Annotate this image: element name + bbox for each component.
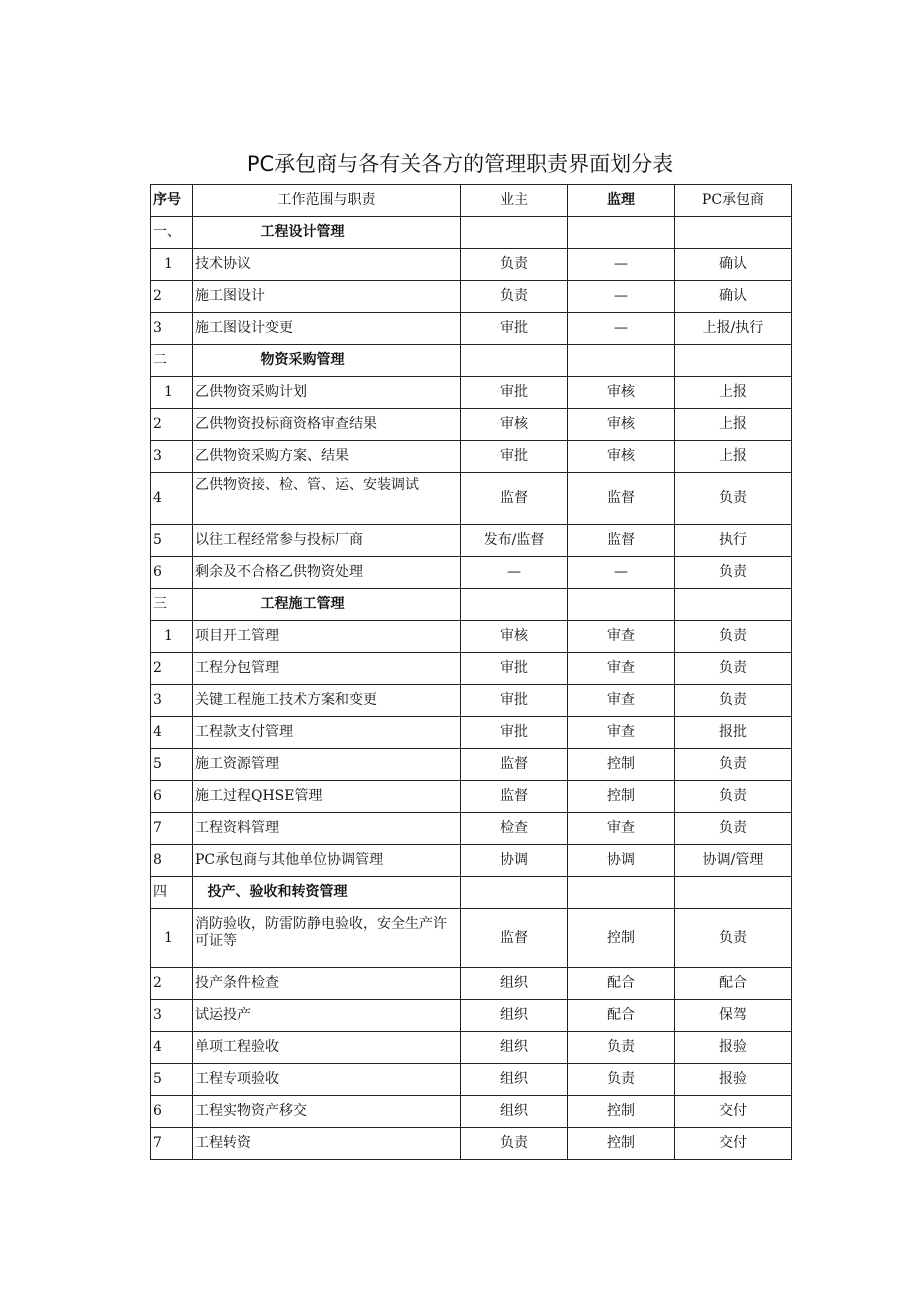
header-pc: PC承包商 — [675, 185, 792, 217]
section-num: 二 — [151, 345, 193, 377]
row-owner: 审批 — [461, 653, 568, 685]
table-row — [151, 717, 792, 749]
row-pc: 报验 — [675, 1032, 792, 1064]
row-owner: 协调 — [461, 845, 568, 877]
header-owner: 业主 — [461, 185, 568, 217]
row-scope: 以往工程经常参与投标厂商 — [193, 525, 461, 557]
row-owner: 审批 — [461, 685, 568, 717]
table-row — [151, 685, 792, 717]
row-pc: 负责 — [675, 813, 792, 845]
row-scope: 乙供物资接、检、管、运、安装调试 — [193, 473, 461, 525]
row-owner: 审核 — [461, 409, 568, 441]
row-supervisor: 控制 — [568, 1096, 675, 1128]
row-scope: 工程分包管理 — [193, 653, 461, 685]
row-supervisor: — — [568, 313, 675, 345]
row-supervisor: 控制 — [568, 1128, 675, 1160]
row-supervisor: 控制 — [568, 909, 675, 968]
table-row — [151, 909, 792, 968]
row-scope: 工程转资 — [193, 1128, 461, 1160]
row-pc: 负责 — [675, 621, 792, 653]
row-supervisor: 审查 — [568, 685, 675, 717]
row-pc: 执行 — [675, 525, 792, 557]
row-pc: 交付 — [675, 1128, 792, 1160]
row-scope: 消防验收，防雷防静电验收，安全生产许可证等 — [193, 909, 461, 968]
row-num: 3 — [151, 1000, 193, 1032]
row-scope: 乙供物资投标商资格审查结果 — [193, 409, 461, 441]
row-supervisor: 审查 — [568, 813, 675, 845]
row-scope: 乙供物资采购方案、结果 — [193, 441, 461, 473]
table-row — [151, 621, 792, 653]
row-owner: 审批 — [461, 441, 568, 473]
table-row — [151, 1000, 792, 1032]
row-owner: 组织 — [461, 968, 568, 1000]
row-owner: 发布/监督 — [461, 525, 568, 557]
row-pc: 报验 — [675, 1064, 792, 1096]
row-num: 7 — [151, 1128, 193, 1160]
row-scope: 工程款支付管理 — [193, 717, 461, 749]
table-row — [151, 1128, 792, 1160]
row-pc: 负责 — [675, 473, 792, 525]
row-pc: 负责 — [675, 781, 792, 813]
row-owner: 组织 — [461, 1096, 568, 1128]
section-row — [151, 345, 792, 377]
table-row — [151, 968, 792, 1000]
table-row — [151, 281, 792, 313]
row-owner: 负责 — [461, 281, 568, 313]
row-pc: 确认 — [675, 249, 792, 281]
page-title: PC承包商与各有关各方的管理职责界面划分表 — [246, 152, 674, 176]
table-row — [151, 653, 792, 685]
row-supervisor: 控制 — [568, 749, 675, 781]
table-row — [151, 1032, 792, 1064]
row-scope: 工程专项验收 — [193, 1064, 461, 1096]
row-num: 4 — [151, 1032, 193, 1064]
row-scope: 施工资源管理 — [193, 749, 461, 781]
row-num: 1 — [151, 909, 193, 968]
row-num: 2 — [151, 968, 193, 1000]
row-supervisor: 审查 — [568, 653, 675, 685]
section-row — [151, 589, 792, 621]
row-pc: 确认 — [675, 281, 792, 313]
row-scope: 关键工程施工技术方案和变更 — [193, 685, 461, 717]
table-row — [151, 249, 792, 281]
section-row — [151, 217, 792, 249]
row-pc: 上报/执行 — [675, 313, 792, 345]
header-supervisor: 监理 — [568, 185, 675, 217]
table-row — [151, 781, 792, 813]
row-supervisor: 审核 — [568, 377, 675, 409]
row-scope: 项目开工管理 — [193, 621, 461, 653]
row-supervisor: 监督 — [568, 473, 675, 525]
row-owner: 审批 — [461, 313, 568, 345]
section-num: 一、 — [151, 217, 193, 249]
section-num: 三 — [151, 589, 193, 621]
row-owner: 监督 — [461, 909, 568, 968]
row-owner: 监督 — [461, 781, 568, 813]
row-supervisor: 审核 — [568, 441, 675, 473]
row-scope: 技术协议 — [193, 249, 461, 281]
row-scope: 投产条件检查 — [193, 968, 461, 1000]
section-name: 工程设计管理 — [193, 217, 461, 249]
row-pc: 负责 — [675, 653, 792, 685]
row-owner: 负责 — [461, 1128, 568, 1160]
row-supervisor: 控制 — [568, 781, 675, 813]
row-pc: 协调/管理 — [675, 845, 792, 877]
row-supervisor: 审查 — [568, 621, 675, 653]
row-scope: PC承包商与其他单位协调管理 — [193, 845, 461, 877]
row-num: 3 — [151, 685, 193, 717]
header-num: 序号 — [151, 185, 193, 217]
row-scope: 单项工程验收 — [193, 1032, 461, 1064]
row-num: 5 — [151, 749, 193, 781]
row-scope: 施工过程QHSE管理 — [193, 781, 461, 813]
header-scope: 工作范围与职责 — [193, 185, 461, 217]
row-num: 2 — [151, 281, 193, 313]
duty-table — [150, 184, 792, 1160]
table-row — [151, 525, 792, 557]
row-supervisor: 配合 — [568, 968, 675, 1000]
table-header-row — [151, 185, 792, 217]
row-owner: 监督 — [461, 473, 568, 525]
row-owner: — — [461, 557, 568, 589]
row-supervisor: 配合 — [568, 1000, 675, 1032]
row-num: 6 — [151, 781, 193, 813]
row-owner: 检查 — [461, 813, 568, 845]
table-row — [151, 813, 792, 845]
section-num: 四 — [151, 877, 193, 909]
row-num: 6 — [151, 1096, 193, 1128]
row-pc: 保驾 — [675, 1000, 792, 1032]
row-num: 4 — [151, 717, 193, 749]
row-owner: 审批 — [461, 377, 568, 409]
row-scope: 剩余及不合格乙供物资处理 — [193, 557, 461, 589]
table-row — [151, 473, 792, 525]
row-supervisor: — — [568, 557, 675, 589]
table-row — [151, 313, 792, 345]
table-row — [151, 441, 792, 473]
row-pc: 报批 — [675, 717, 792, 749]
row-scope: 施工图设计 — [193, 281, 461, 313]
row-pc: 上报 — [675, 409, 792, 441]
row-scope: 工程资料管理 — [193, 813, 461, 845]
row-owner: 审批 — [461, 717, 568, 749]
row-owner: 组织 — [461, 1032, 568, 1064]
row-num: 4 — [151, 473, 193, 525]
row-pc: 配合 — [675, 968, 792, 1000]
row-supervisor: 审查 — [568, 717, 675, 749]
row-owner: 审核 — [461, 621, 568, 653]
row-num: 2 — [151, 653, 193, 685]
table-row — [151, 557, 792, 589]
row-num: 7 — [151, 813, 193, 845]
row-supervisor: 负责 — [568, 1032, 675, 1064]
section-name: 投产、验收和转资管理 — [193, 877, 461, 909]
row-pc: 上报 — [675, 441, 792, 473]
row-scope: 乙供物资采购计划 — [193, 377, 461, 409]
row-num: 6 — [151, 557, 193, 589]
table-row — [151, 377, 792, 409]
row-supervisor: — — [568, 249, 675, 281]
row-owner: 监督 — [461, 749, 568, 781]
row-owner: 组织 — [461, 1064, 568, 1096]
row-pc: 交付 — [675, 1096, 792, 1128]
row-scope: 工程实物资产移交 — [193, 1096, 461, 1128]
row-num: 5 — [151, 525, 193, 557]
table-row — [151, 749, 792, 781]
row-pc: 负责 — [675, 557, 792, 589]
row-owner: 组织 — [461, 1000, 568, 1032]
row-owner: 负责 — [461, 249, 568, 281]
row-supervisor: 审核 — [568, 409, 675, 441]
row-num: 1 — [151, 621, 193, 653]
row-pc: 负责 — [675, 909, 792, 968]
table-row — [151, 1064, 792, 1096]
row-scope: 试运投产 — [193, 1000, 461, 1032]
section-name: 工程施工管理 — [193, 589, 461, 621]
table-row — [151, 1096, 792, 1128]
table-row — [151, 409, 792, 441]
row-supervisor: — — [568, 281, 675, 313]
row-scope: 施工图设计变更 — [193, 313, 461, 345]
table-row — [151, 845, 792, 877]
row-pc: 上报 — [675, 377, 792, 409]
row-pc: 负责 — [675, 685, 792, 717]
row-num: 3 — [151, 313, 193, 345]
row-supervisor: 监督 — [568, 525, 675, 557]
row-num: 5 — [151, 1064, 193, 1096]
row-num: 1 — [151, 249, 193, 281]
section-row — [151, 877, 792, 909]
row-num: 3 — [151, 441, 193, 473]
row-supervisor: 协调 — [568, 845, 675, 877]
row-supervisor: 负责 — [568, 1064, 675, 1096]
row-num: 1 — [151, 377, 193, 409]
row-num: 8 — [151, 845, 193, 877]
row-num: 2 — [151, 409, 193, 441]
row-pc: 负责 — [675, 749, 792, 781]
section-name: 物资采购管理 — [193, 345, 461, 377]
